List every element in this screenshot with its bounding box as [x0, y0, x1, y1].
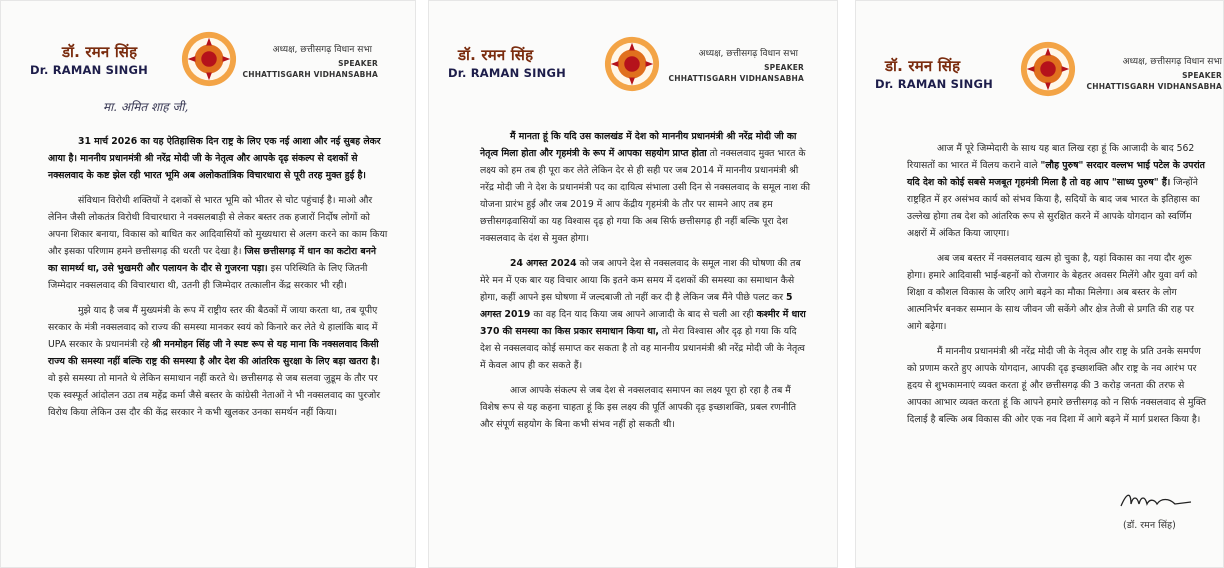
name-english: Dr. RAMAN SINGH — [30, 63, 148, 77]
office-english: SPEAKER CHHATTISGARH VIDHANSABHA — [668, 63, 804, 83]
office-hindi: अध्यक्ष, छत्तीसगढ़ विधान सभा — [272, 45, 372, 55]
vidhansabha-emblem-icon — [180, 30, 238, 88]
paragraph: मुझे याद है जब मैं मुख्यमंत्री के रूप में राष्ट्रीय स्तर की बैठकों में जाया करता था, तब यूपीए सरकार के मंत्री नक्सलवाद को राज्य की समस्या मानकर स्वयं को किनारे कर लेते थे हालांकि बाद में UPA सरकार के प्रधानमंत्री रहे श्री मनमोहन सिंह जी ने स्पष्ट रूप से यह माना कि नक्सलवाद किसी राज्य की समस्या नहीं बल्कि राष्ट्र की समस्या है और देश की आंतरिक सुरक्षा के लिए बड़ा खतरा है। वो इसे समस्या तो मानते थे लेकिन समाधान नहीं करते थे। छत्तीसगढ़ से जब सलवा जुडूम के तौर पर एक स्वस्फूर्त आंदोलन उठा तब महेंद्र कर्मा जैसे बस्तर के कांग्रेसी नेताओं ने भी नक्सलवाद का पुरजोर विरोध किया लेकिन उस दौर की केंद्र सरकार ने कभी खुलकर उनका समर्थन नहीं किया। — [48, 305, 381, 418]
name-hindi: डॉ. रमन सिंह — [62, 43, 138, 61]
paragraph: मैं माननीय प्रधानमंत्री श्री नरेंद्र मोदी जी के नेतृत्व और राष्ट्र के प्रति उनके समर्पण को प्रणाम करते हुए आपके योगदान, आपकी दृढ़ इच्छाशक्ति और राष्ट्र के नव आरंभ पर हृदय से शुभकामनाएं व्यक्त करता हूं और छत्तीसगढ़ की 3 करोड़ जनता की तरफ से आपका आभार व्यक्त करता हूं कि आपने हमारे छत्तीसगढ़ को न सिर्फ नक्सलवाद से मुक्ति दिलाई है बल्कि अब विकास की ओर एक नव दिशा में आगे बढ़ने में मार्ग प्रशस्त किया है। — [907, 346, 1207, 425]
vidhansabha-emblem-icon — [1019, 40, 1077, 98]
letter-page-3 — [855, 0, 1224, 568]
name-hindi: डॉ. रमन सिंह — [458, 46, 534, 64]
paragraph: मैं मानता हूं कि यदि उस कालखंड में देश को माननीय प्रधानमंत्री श्री नरेंद्र मोदी जी का नेतृत्व मिला होता और गृहमंत्री के रूप में आपका सहयोग प्राप्त होता तो नक्सलवाद मुक्त भारत के लक्ष्य को हम तब ही पूरा कर लेते लेकिन देर से ही सही पर जब 2014 में माननीय प्रधानमंत्री श्री नरेंद्र मोदी जी ने देश के प्रधानमंत्री पद का दायित्व संभाला उसी दिन से नक्सलवाद के समूल नाश की योजना प्रारंभ हुई और जब 2019 में आप केंद्रीय गृहमंत्री के तौर पर सामने आए तब हम छत्तीसगढ़वासियों का यह विश्वास दृढ़ हो गया कि अब सिर्फ छत्तीसगढ़ ही नहीं बल्कि पूरा देश नक्सलवाद के दंश से मुक्त होगा। — [480, 131, 810, 244]
letterhead — [0, 0, 416, 92]
signature-icon — [1117, 490, 1197, 514]
name-hindi: डॉ. रमन सिंह — [885, 57, 961, 75]
paragraph: आज आपके संकल्प से जब देश से नक्सलवाद समापन का लक्ष्य पूरा हो रहा है तब मैं विशेष रूप से यह कहना चाहता हूं कि इस लक्ष्य की पूर्ति आपकी दृढ़ इच्छाशक्ति, प्रबल रणनीति और संपूर्ण सहयोग के बिना कभी संभव नहीं हो सकती थी। — [480, 385, 797, 430]
letter-page-2 — [428, 0, 838, 568]
signature-name: (डॉ. रमन सिंह) — [1123, 520, 1176, 531]
letter-body-1 — [48, 133, 388, 429]
name-english: Dr. RAMAN SINGH — [875, 77, 993, 91]
paragraph: 31 मार्च 2026 का यह ऐतिहासिक दिन राष्ट्र के लिए एक नई आशा और नई सुबह लेकर आया है। माननीय प्रधानमंत्री श्री नरेंद्र मोदी जी के नेतृत्व और आपके दृढ़ संकल्प से दशकों से नक्सलवाद के कष्ट झेल रही भारत भूमि अब अलोकतांत्रिक विचारधारा से पूरी तरह मुक्त हुई है। — [48, 136, 381, 181]
letter-page-1 — [0, 0, 416, 568]
paragraph: 24 अगस्त 2024 को जब आपने देश से नक्सलवाद के समूल नाश की घोषणा की तब मेरे मन में एक बार यह विचार आया कि इतने कम समय में दशकों की समस्या का समाधान कैसे होगा, कहीं आपने इस घोषणा में जल्दबाजी तो नहीं कर दी है लेकिन जब मैंने पीछे पलट कर 5 अगस्त 2019 का वह दिन याद किया जब आपने आजादी के बाद से चली आ रही कश्मीर में धारा 370 की समस्या का किस प्रकार समाधान किया था, तो मेरा विश्वास और दृढ़ हो गया कि यदि देश से नक्सलवाद कोई समाप्त कर सकता है तो वह माननीय प्रधानमंत्री श्री नरेंद्र मोदी जी के नेतृत्व में केवल आप ही कर सकते हैं। — [480, 258, 806, 371]
letter-body-3 — [907, 140, 1207, 436]
letterhead — [428, 0, 838, 92]
letter-body-2 — [480, 128, 810, 441]
paragraph: संविधान विरोधी शक्तियों ने दशकों से भारत भूमि को भीतर से चोट पहुंचाई है। माओ और लेनिन जैसी लोकतंत्र विरोधी विचारधारा ने नक्सलबाड़ी से लेकर बस्तर तक हजारों निर्दोष लोगों को अपना शिकार बनाया, विकास को बाधित कर आदिवासियों को मुख्यधारा से अलग करने का काम किया और इसका परिणाम हमने छत्तीसगढ़ की धरती पर देखा है। जिस छत्तीसगढ़ में धान का कटोरा बनने का सामर्थ्य था, उसे भुखमरी और पलायन के दौर से गुजरना पड़ा। इस परिस्थिति के लिए जितनी जिम्मेदार नक्सलवाद की विचारधारा थी, उतनी ही जिम्मेदार तत्कालीन केंद्र सरकार भी रही। — [48, 195, 388, 291]
vidhansabha-emblem-icon — [603, 35, 661, 93]
name-english: Dr. RAMAN SINGH — [448, 66, 566, 80]
office-english: SPEAKER CHHATTISGARH VIDHANSABHA — [242, 59, 378, 79]
salutation: मा. अमित शाह जी, — [103, 100, 189, 114]
letterhead — [855, 0, 1224, 92]
office-hindi: अध्यक्ष, छत्तीसगढ़ विधान सभा — [698, 49, 798, 59]
office-hindi: अध्यक्ष, छत्तीसगढ़ विधान सभा — [1122, 57, 1222, 67]
office-english: SPEAKER CHHATTISGARH VIDHANSABHA — [1086, 71, 1222, 91]
paragraph: आज मैं पूरे जिम्मेदारी के साथ यह बात लिख रहा हूं कि आजादी के बाद 562 रियासतों का भारत में विलय कराने वाले "लौह पुरुष" सरदार वल्लभ भाई पटेल के उपरांत यदि देश को कोई सबसे मजबूत गृहमंत्री मिला है तो वह आप "साध्य पुरुष" हैं। जिन्होंने राष्ट्रहित में हर असंभव कार्य को संभव किया है, सदियों के बाद जब भारत के इतिहास का उल्लेख होगा तब देश को आंतरिक रूप से सुरक्षित करने में आपके योगदान को स्वर्णिम अक्षरों में अंकित किया जाएगा। — [907, 143, 1205, 239]
paragraph: अब जब बस्तर में नक्सलवाद खत्म हो चुका है, यहां विकास का नया दौर शुरू होगा। हमारे आदिवासी भाई-बहनों को रोजगार के बेहतर अवसर मिलेंगे और युवा वर्ग को शिक्षा व कौशल विकास के जरिए आगे बढ़ने का मौका मिलेगा। अब बस्तर के लोग आत्मनिर्भर बनकर सम्मान के साथ जीवन जी सकेंगे और क्षेत्र तेजी से प्रगति की राह पर आगे बढ़ेगा। — [907, 253, 1198, 332]
